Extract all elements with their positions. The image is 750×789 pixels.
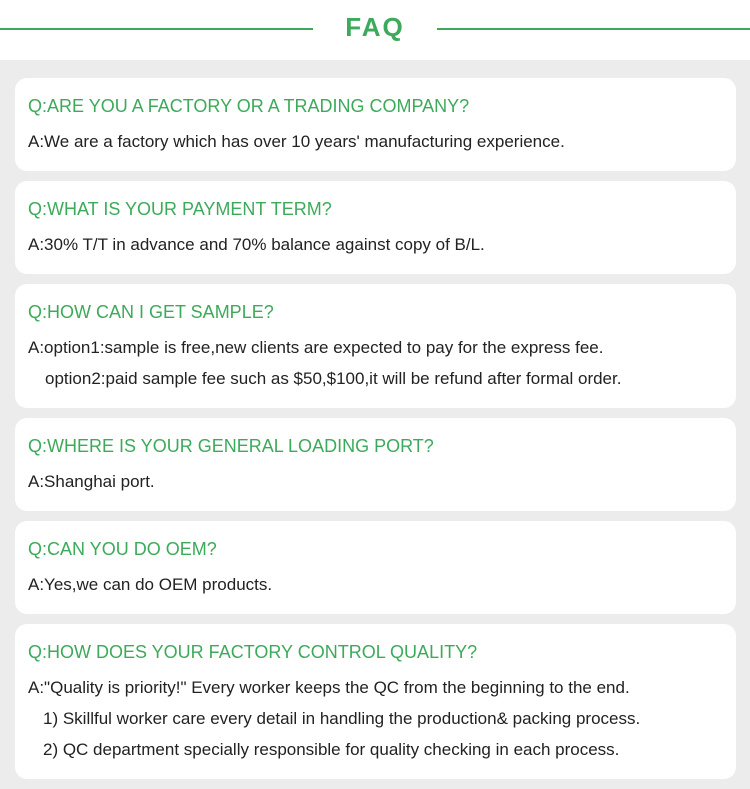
- faq-list: [15, 78, 736, 789]
- faq-answer: A:Shanghai port.: [28, 472, 155, 491]
- faq-question: Q:WHERE IS YOUR GENERAL LOADING PORT?: [28, 436, 434, 456]
- faq-answer: A:30% T/T in advance and 70% balance against copy of B/L.: [28, 235, 485, 254]
- faq-card-port: [15, 418, 736, 511]
- faq-question: Q:HOW DOES YOUR FACTORY CONTROL QUALITY?: [28, 642, 478, 662]
- faq-card-sample: [15, 284, 736, 408]
- faq-answer: A:Yes,we can do OEM products.: [28, 575, 273, 594]
- faq-answer: A:option1:sample is free,new clients are expected to pay for the express fee.: [28, 338, 604, 357]
- faq-question: Q:ARE YOU A FACTORY OR A TRADING COMPANY?: [28, 96, 470, 116]
- header-divider-left: [0, 28, 313, 30]
- faq-question: Q:CAN YOU DO OEM?: [28, 539, 217, 559]
- faq-answer-continued: 2) QC department specially responsible for quality checking in each process.: [43, 740, 620, 759]
- faq-answer: A:We are a factory which has over 10 years' manufacturing experience.: [28, 132, 565, 151]
- header-divider-right: [437, 28, 750, 30]
- faq-answer: A:"Quality is priority!" Every worker keeps the QC from the beginning to the end.: [28, 678, 630, 697]
- page-title: FAQ: [345, 12, 405, 42]
- faq-question: Q:WHAT IS YOUR PAYMENT TERM?: [28, 199, 332, 219]
- faq-answer-continued: option2:paid sample fee such as $50,$100,it will be refund after formal order.: [45, 369, 622, 388]
- faq-card-oem: [15, 521, 736, 614]
- faq-card-payment: [15, 181, 736, 274]
- faq-card-quality: [15, 624, 736, 779]
- faq-answer-continued: 1) Skillful worker care every detail in handling the production& packing process.: [43, 709, 641, 728]
- faq-card-factory: [15, 78, 736, 171]
- faq-header: [0, 0, 750, 60]
- faq-question: Q:HOW CAN I GET SAMPLE?: [28, 302, 274, 322]
